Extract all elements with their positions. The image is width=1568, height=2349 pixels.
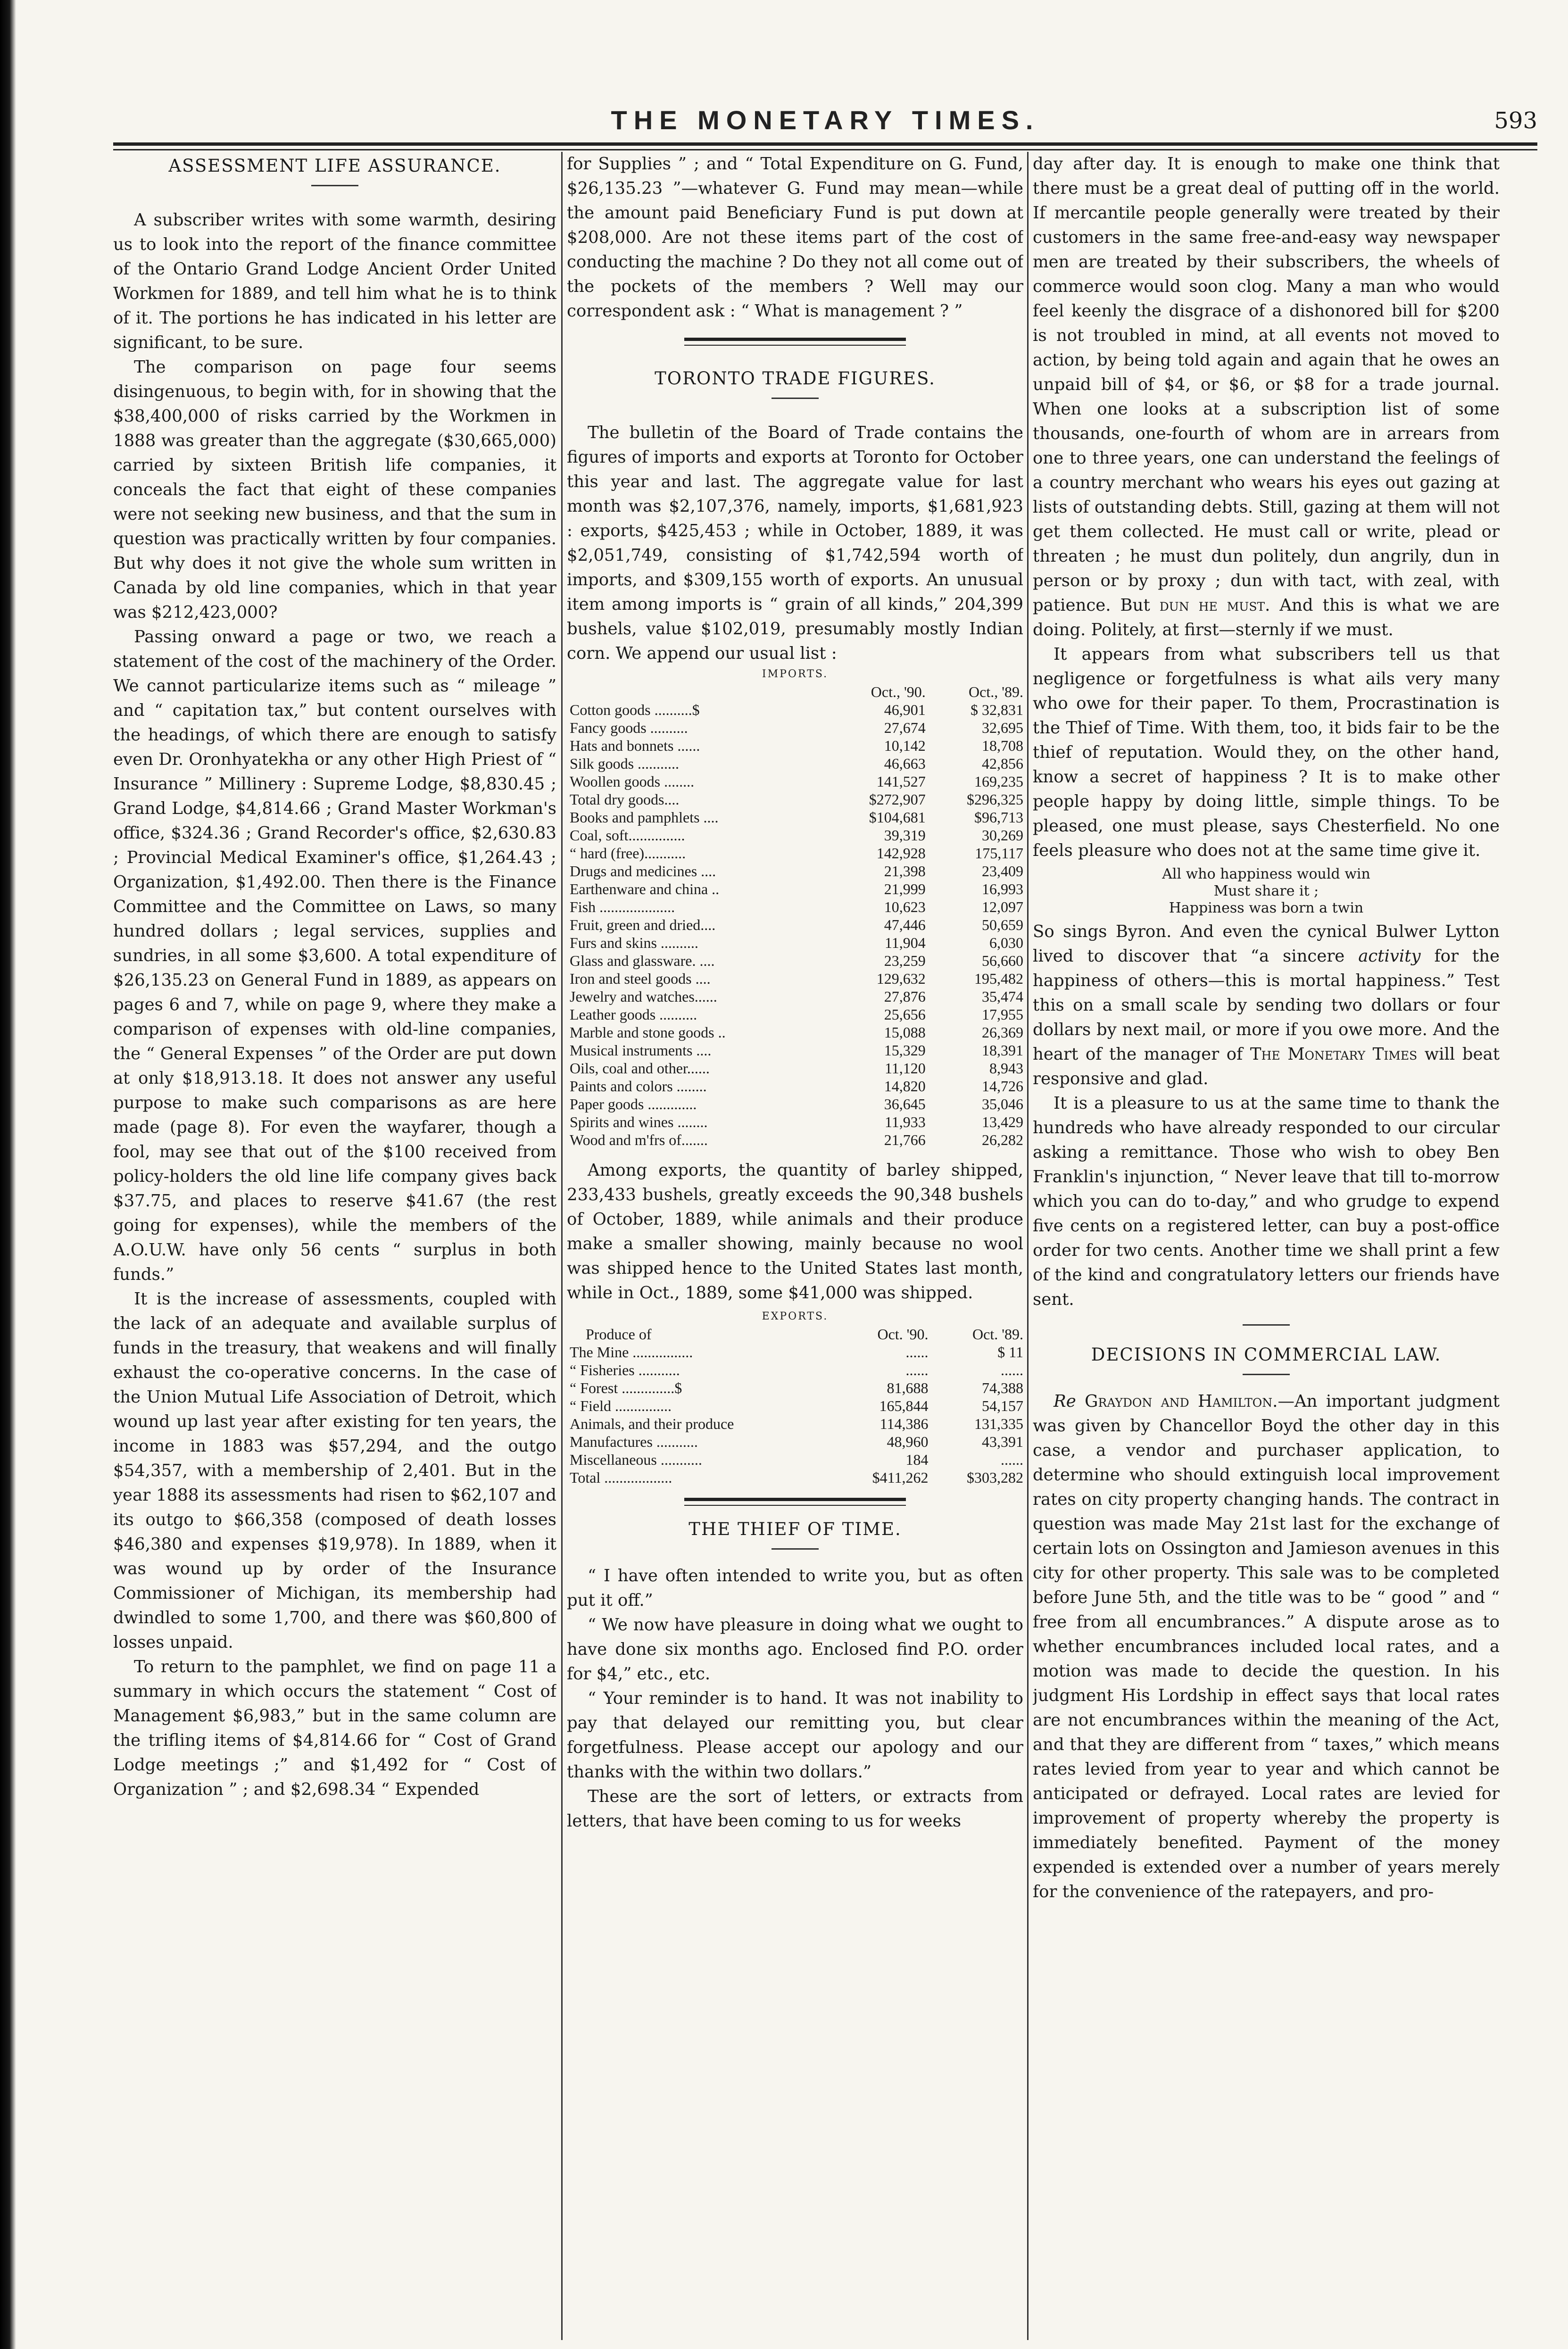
cell-value: 18,391 [982, 1042, 1023, 1059]
italic-text: Re [1054, 1392, 1076, 1411]
row-label: Silk goods ........... [570, 755, 680, 772]
row-label: Earthenware and china .. [570, 880, 720, 897]
cell-value: $ 32,831 [971, 701, 1023, 718]
cell-value: $411,262 [872, 1469, 929, 1486]
poem [1033, 866, 1500, 917]
table-header: Produce of [586, 1326, 652, 1343]
paragraph [1033, 152, 1500, 642]
row-label: Marble and stone goods .. [570, 1024, 726, 1041]
cell-value: 50,659 [982, 916, 1023, 933]
cell-value: 142,928 [876, 845, 926, 862]
cell-value: 141,527 [876, 773, 926, 790]
table-row [567, 1113, 1023, 1131]
cell-value: $96,713 [974, 809, 1023, 826]
cell-value: 35,046 [982, 1096, 1023, 1112]
section-rule-thin [684, 345, 906, 346]
table-row [567, 1451, 1023, 1469]
table-row [567, 988, 1023, 1005]
text-run: day after day. It is enough to make one think that there must be a great deal of putting off in the world. If mercantile people generally were treated by their customers in the same free-and-easy way newspaper men are treated by their subscribers, the wheels of commerce would soon clog. Many a man who would feel keenly the disgrace of a dishonored bill for $200 is not troubled in mind, at all events not moved to action, by being told again and again that he owes an unpaid bill of $4, or $6, or $8 for a trade journal. When one looks at a subscription list of some thousands, one-fourth of whom are in arrears from one to three years, one can understand the feelings of a country merchant who wears his eyes out gazing at lists of outstanding debts. Still, gazing at them will not get them collected. He must call or write, plead or threaten ; he must dun politely, dun angrily, dun in person or by proxy ; dun with tact, with zeal, with patience. But [1033, 154, 1500, 615]
cell-value: 17,955 [982, 1006, 1023, 1023]
cell-value: 25,656 [884, 1006, 926, 1023]
italic-text: activity [1358, 946, 1421, 966]
cell-value: 129,632 [876, 970, 926, 987]
paragraph: Passing onward a page or two, we reach a statement of the cost of the machinery of the Order. We cannot particularize items such as “ mileage ” and “ capitation tax,” but content ourselves with the headings, of which there are enough to satisfy even Dr. Oronhyatekha or any other High Priest of “ Insurance ” Millinery : Supreme Lodge, $8,830.45 ; Grand Lodge, $4,814.66 ; Grand Master Workman's office, $324.36 ; Grand Recorder's office, $2,630.83 ; Provincial Medical Examiner's office, $1,264.43 ; Organization, $1,492.00. Then there is the Finance Committee and the Committee on Laws, so many hundred dollars ; legal services, supplies and sundries, in all some $3,600. A total expenditure of $26,135.23 on General Fund in 1889, as appears on pages 6 and 7, while on page 9, where they make a comparison of expenses with old-line companies, the “ General Expenses ” of the Order are put down at only $18,913.18. It does not answer any useful purpose to make such comparisons as are here made (page 8). For even the wayfarer, though a fool, may see that out of the $100 received from policy-holders the old line life company gives back $37.75, and places to reserve $41.67 (the rest going for expenses), while the members of the A.O.U.W. have only 56 cents “ surplus in both funds.” [113, 627, 556, 1284]
row-label: Wood and m'frs of....... [570, 1131, 708, 1148]
table-row [567, 844, 1023, 862]
cell-value: 184 [905, 1451, 929, 1468]
cell-value: 14,726 [982, 1078, 1023, 1095]
table-row [567, 737, 1023, 755]
table-row [567, 880, 1023, 898]
row-label: “ hard (free)........... [570, 845, 686, 862]
quote: “ We now have pleasure in doing what we ought to have done six months ago. Enclosed find P.O. order for $4,” etc., etc. [567, 1615, 1023, 1684]
table-row [567, 1131, 1023, 1149]
cell-value: 11,120 [884, 1060, 926, 1077]
cell-value: 131,335 [974, 1415, 1023, 1432]
cell-value: 13,429 [982, 1113, 1023, 1130]
masthead-title: THE MONETARY TIMES. [611, 105, 1040, 135]
cell-value: 14,820 [884, 1078, 926, 1095]
cell-value: 23,409 [982, 863, 1023, 880]
header-rule-thin [113, 149, 1537, 150]
cell-value: 43,391 [982, 1433, 1023, 1450]
imports-table [567, 683, 1023, 1149]
row-label: Fruit, green and dried.... [570, 916, 716, 933]
cell-value: 35,474 [982, 988, 1023, 1005]
row-label: Fish .................... [570, 898, 675, 915]
row-label: The Mine ................ [570, 1344, 693, 1361]
small-caps-text: dun he must. [1159, 596, 1270, 615]
cell-value: 165,844 [879, 1397, 929, 1414]
paragraph: for Supplies ” ; and “ Total Expenditure on G. Fund, $26,135.23 ”—whatever G. Fund may mean—while the amount paid Beneficiary Fund is put down at $208,000. Are not these items part of the cost of conducting the machine ? Do they not all come out of the pockets of the members ? Well may our correspondent ask : “ What is management ? ” [567, 154, 1023, 321]
table-row [567, 719, 1023, 737]
cell-value: 30,269 [982, 827, 1023, 844]
row-label: Musical instruments .... [570, 1042, 712, 1059]
quote: “ Your reminder is to hand. It was not inability to pay that delayed our remitting you, but clear forgetfulness. Please accept our apology and our thanks with the within two dollars.” [567, 1689, 1023, 1782]
row-label: Coal, soft............... [570, 827, 685, 844]
table-row [567, 1041, 1023, 1059]
table-header: Oct. '89. [972, 1326, 1023, 1343]
cell-value: 47,446 [884, 916, 926, 933]
table-row [567, 916, 1023, 934]
section-rule [684, 338, 906, 341]
row-label: Iron and steel goods .... [570, 970, 711, 987]
heading-rule [772, 1548, 819, 1550]
row-label: “ Forest ..............$ [570, 1379, 682, 1396]
paragraph: Among exports, the quantity of barley shipped, 233,433 bushels, greatly exceeds the 90,348 bushels of October, 1889, while animals and their produce make a smaller showing, mainly because no wool was shipped hence to the United States last month, while in Oct., 1889, some $41,000 was shipped. [567, 1161, 1023, 1303]
cell-value: $296,325 [967, 791, 1023, 808]
cell-value: 46,663 [884, 755, 926, 772]
row-label: Miscellaneous ........... [570, 1451, 702, 1468]
text-run: And this is what we are doing. Politely, at first—sternly if we must. [1033, 596, 1500, 639]
row-label: Oils, coal and other...... [570, 1060, 710, 1077]
cell-value: $272,907 [869, 791, 926, 808]
section-rule [1243, 1324, 1290, 1326]
cell-value: 15,088 [884, 1024, 926, 1041]
table-row [567, 808, 1023, 826]
poem-line: Happiness was born a twin [1169, 900, 1364, 916]
cell-value: 6,030 [989, 934, 1023, 951]
small-caps-text: Graydon and Hamilton. [1085, 1392, 1278, 1411]
cell-value: 169,235 [974, 773, 1023, 790]
paragraph: It appears from what subscribers tell us that negligence or forgetfulness is what ails very many who owe for their paper. To them, Procrastination is the Thief of Time. With them, too, it bids fair to be the thief of reputation. Would they, on the other hand, know a secret of happiness ? It is to make other people happy by doing little, simple things. To be pleased, one must please, says Chesterfield. No one feels pleasure who does not at the same time give it. [1033, 645, 1500, 860]
cell-value: 8,943 [989, 1060, 1023, 1077]
cell-value: 27,674 [884, 719, 926, 736]
heading-rule [1243, 1374, 1290, 1375]
table-row [567, 934, 1023, 952]
cell-value: 18,708 [982, 737, 1023, 754]
text-run: —An important judgment was given by Chancellor Boyd the other day in this case, a vendor and purchaser application, to determine who should extinguish local improvement rates on city property changing hands. The contract in question was made May 21st last for the exchange of certain lots on Ossington and Jamieson avenues in this city for other property. This sale was to be completed before June 5th, and the title was to be “ good ” and “ free from all encumbrances.” A dispute arose as to whether encumbrances included local rates, and a motion was made to decide the question. In his judgment His Lordship in effect says that local rates are not encumbrances within the meaning of the Act, and that they are different from “ taxes,” which means rates levied from year to year and which cannot be anticipated or defrayed. Local rates are levied for improvement of property whereby the property is immediately benefited. Payment of the money expended is extended over a number of years merely for the convenience of the ratepayers, and pro- [1033, 1392, 1500, 1901]
table-row [567, 1343, 1023, 1361]
poem-line: Must share it ; [1213, 883, 1319, 899]
cell-value: 16,993 [982, 880, 1023, 897]
row-label: Spirits and wines ........ [570, 1113, 708, 1130]
paragraph: It is the increase of assessments, coupled with the lack of an adequate and available surplus of funds in the treasury, that weakens and will finally exhaust the co-operative concerns. In the case of the Union Mutual Life Association of Detroit, which wound up last year after existing for ten years, the income in 1883 was $57,294, and the outgo $54,357, with a membership of 2,401. But in the year 1888 its assessments had risen to $62,107 and its outgo to $66,358 (composed of death losses $46,380 and expenses $19,978). In 1889, when it was wound up by order of the Insurance Commissioner of Michigan, its membership had dwindled to some 1,700, and there was $60,800 of losses unpaid. [113, 1289, 556, 1652]
page-header [113, 105, 1537, 142]
heading-rule [772, 398, 819, 399]
table-row [567, 1023, 1023, 1041]
cell-value: 39,319 [884, 827, 926, 844]
table-row [567, 1059, 1023, 1077]
cell-value: 21,398 [884, 863, 926, 880]
table-row [567, 772, 1023, 790]
cell-value: $ 11 [997, 1344, 1023, 1361]
row-label: Paper goods ............. [570, 1096, 697, 1112]
table-row [567, 755, 1023, 772]
table-header: Oct. '90. [877, 1326, 929, 1343]
section-rule [684, 1498, 906, 1501]
row-label: Furs and skins .......... [570, 934, 698, 951]
quote: “ I have often intended to write you, but as often put it off.” [567, 1566, 1023, 1610]
paragraph [1033, 920, 1500, 1091]
table-row [567, 1077, 1023, 1095]
cell-value: 48,960 [887, 1433, 929, 1450]
table-row [567, 1379, 1023, 1397]
table-caption: IMPORTS. [762, 668, 829, 680]
column-2 [567, 152, 1023, 2340]
cell-value: 26,369 [982, 1024, 1023, 1041]
cell-value: 26,282 [982, 1131, 1023, 1148]
row-label: Drugs and medicines .... [570, 863, 716, 880]
row-label: Manufactures ........... [570, 1433, 698, 1450]
cell-value: $104,681 [869, 809, 926, 826]
article-heading: THE THIEF OF TIME. [689, 1519, 902, 1539]
table-row [567, 790, 1023, 808]
row-label: Woollen goods ........ [570, 773, 695, 790]
cell-value: 46,901 [884, 701, 926, 718]
paragraph [1033, 1389, 1500, 1904]
text-run: will beat responsive and glad. [1033, 1045, 1500, 1088]
row-label: Fancy goods .......... [570, 719, 688, 736]
cell-value: ...... [1001, 1451, 1023, 1468]
cell-value: 114,386 [879, 1415, 929, 1432]
table-row [567, 1433, 1023, 1451]
poem-line: All who happiness would win [1162, 866, 1370, 882]
row-label: “ Fisheries ........... [570, 1361, 680, 1378]
table-row [567, 898, 1023, 916]
row-label: Paints and colors ........ [570, 1078, 707, 1095]
table-header [567, 683, 828, 701]
table-row [567, 1469, 1023, 1486]
cell-value: 23,259 [884, 952, 926, 969]
text-run: for the happiness of others—this is mortal happiness.” Test this on a small scale by sending two dollars or four dollars by next mail, or more if you owe more. And the heart of the manager of [1033, 946, 1500, 1064]
table-row [567, 1095, 1023, 1113]
paragraph: A subscriber writes with some warmth, desiring us to look into the report of the finance committee of the Ontario Grand Lodge Ancient Order United Workmen for 1889, and tell him what he is to think of it. The portions he has indicated in his letter are significant, to be sure. [113, 210, 556, 352]
table-row [567, 1397, 1023, 1415]
cell-value: 12,097 [982, 898, 1023, 915]
row-label: Total .................. [570, 1469, 672, 1486]
cell-value: 32,695 [982, 719, 1023, 736]
article-heading: ASSESSMENT LIFE ASSURANCE. [168, 156, 501, 176]
article-heading: TORONTO TRADE FIGURES. [655, 368, 936, 389]
cell-value: 11,933 [884, 1113, 926, 1130]
table-row [567, 1005, 1023, 1023]
paragraph: To return to the pamphlet, we find on page 11 a summary in which occurs the statement “ Cost of Management $6,983,” but in the same column are the trifling items of $4,814.66 for “ Cost of Grand Lodge meetings ;” and $1,492 for “ Cost of Organization ” ; and $2,698.34 “ Expended [113, 1657, 556, 1799]
cell-value: 15,329 [884, 1042, 926, 1059]
paragraph: The comparison on page four seems disingenuous, to begin with, for in showing that the $38,400,000 of risks carried by the Workmen in 1888 was greater than the aggregate ($30,665,000) carried by sixteen British life companies, it conceals the fact that eight of these companies were not seeking new business, and that the sum in question was practically written by four companies. But why does it not give the whole sum written in Canada by old line companies, which in that year was $212,423,000? [113, 357, 556, 622]
exports-table [567, 1325, 1023, 1486]
row-label: Animals, and their produce [570, 1415, 734, 1432]
small-caps-text: The Monetary Times [1250, 1045, 1418, 1064]
cell-value: 175,117 [975, 845, 1023, 862]
cell-value: 21,999 [884, 880, 926, 897]
cell-value: 54,157 [982, 1397, 1023, 1414]
table-row [567, 1415, 1023, 1433]
paragraph: The bulletin of the Board of Trade contains the figures of imports and exports at Toronto for October this year and last. The aggregate value for last month was $2,107,376, namely, imports, $1,681,923 : exports, $425,453 ; while in October, 1889, it was $2,051,749, consisting of $1,742,594 worth of imports, and $309,155 worth of exports. An unusual item among imports is “ grain of all kinds,” 204,399 bushels, value $102,019, presumably mostly Indian corn. We append our usual list : [567, 423, 1023, 663]
cell-value: $303,282 [967, 1469, 1023, 1486]
section-rule-thin [684, 1505, 906, 1506]
table-header: Oct., '90. [871, 683, 926, 700]
row-label: Jewelry and watches...... [570, 988, 717, 1005]
table-row [567, 826, 1023, 844]
column-divider [1027, 152, 1029, 2340]
table-caption: EXPORTS. [762, 1311, 829, 1322]
cell-value: 10,142 [884, 737, 926, 754]
cell-value: 42,856 [982, 755, 1023, 772]
article-heading: DECISIONS IN COMMERCIAL LAW. [1091, 1345, 1442, 1365]
row-label: Glass and glassware. .... [570, 952, 715, 969]
row-label: Total dry goods.... [570, 791, 680, 808]
row-label: Cotton goods ..........$ [570, 701, 700, 718]
cell-value: ...... [905, 1361, 929, 1378]
cell-value: ...... [905, 1344, 929, 1361]
table-row [567, 952, 1023, 970]
binding-shadow [0, 0, 16, 2349]
table-row [567, 970, 1023, 988]
table-row [567, 1361, 1023, 1379]
cell-value: 56,660 [982, 952, 1023, 969]
cell-value: 10,623 [884, 898, 926, 915]
column-3 [1033, 152, 1500, 2340]
paragraph: These are the sort of letters, or extracts from letters, that have been coming to us for weeks [567, 1787, 1023, 1831]
heading-rule [311, 185, 358, 186]
table-header: Oct., '89. [969, 683, 1023, 700]
row-label: “ Field ............... [570, 1397, 672, 1414]
cell-value: 27,876 [884, 988, 926, 1005]
table-row [567, 701, 1023, 719]
text-run: So sings Byron. And even the cynical Bulwer Lytton lived to discover that “a sincere [1033, 922, 1500, 966]
row-label: Leather goods .......... [570, 1006, 697, 1023]
page-number: 593 [1494, 108, 1537, 134]
cell-value: 36,645 [884, 1096, 926, 1112]
cell-value: 74,388 [982, 1379, 1023, 1396]
table-row [567, 862, 1023, 880]
header-rule [113, 142, 1537, 146]
cell-value: 21,766 [884, 1131, 926, 1148]
cell-value: 11,904 [884, 934, 926, 951]
column-1 [113, 152, 556, 2340]
row-label: Books and pamphlets .... [570, 809, 719, 826]
cell-value: ...... [1001, 1361, 1023, 1378]
cell-value: 81,688 [887, 1379, 929, 1396]
row-label: Hats and bonnets ...... [570, 737, 700, 754]
cell-value: 195,482 [974, 970, 1023, 987]
paragraph: It is a pleasure to us at the same time to thank the hundreds who have already responded to our circular asking a remittance. Those who wish to obey Ben Franklin's injunction, “ Never leave that till to-morrow which you can do to-day,” and who grudge to expend five cents on a registered letter, can buy a post-office order for two cents. Another time we shall print a few of the kind and congratulatory letters our friends have sent. [1033, 1094, 1500, 1309]
column-divider [561, 152, 563, 2340]
